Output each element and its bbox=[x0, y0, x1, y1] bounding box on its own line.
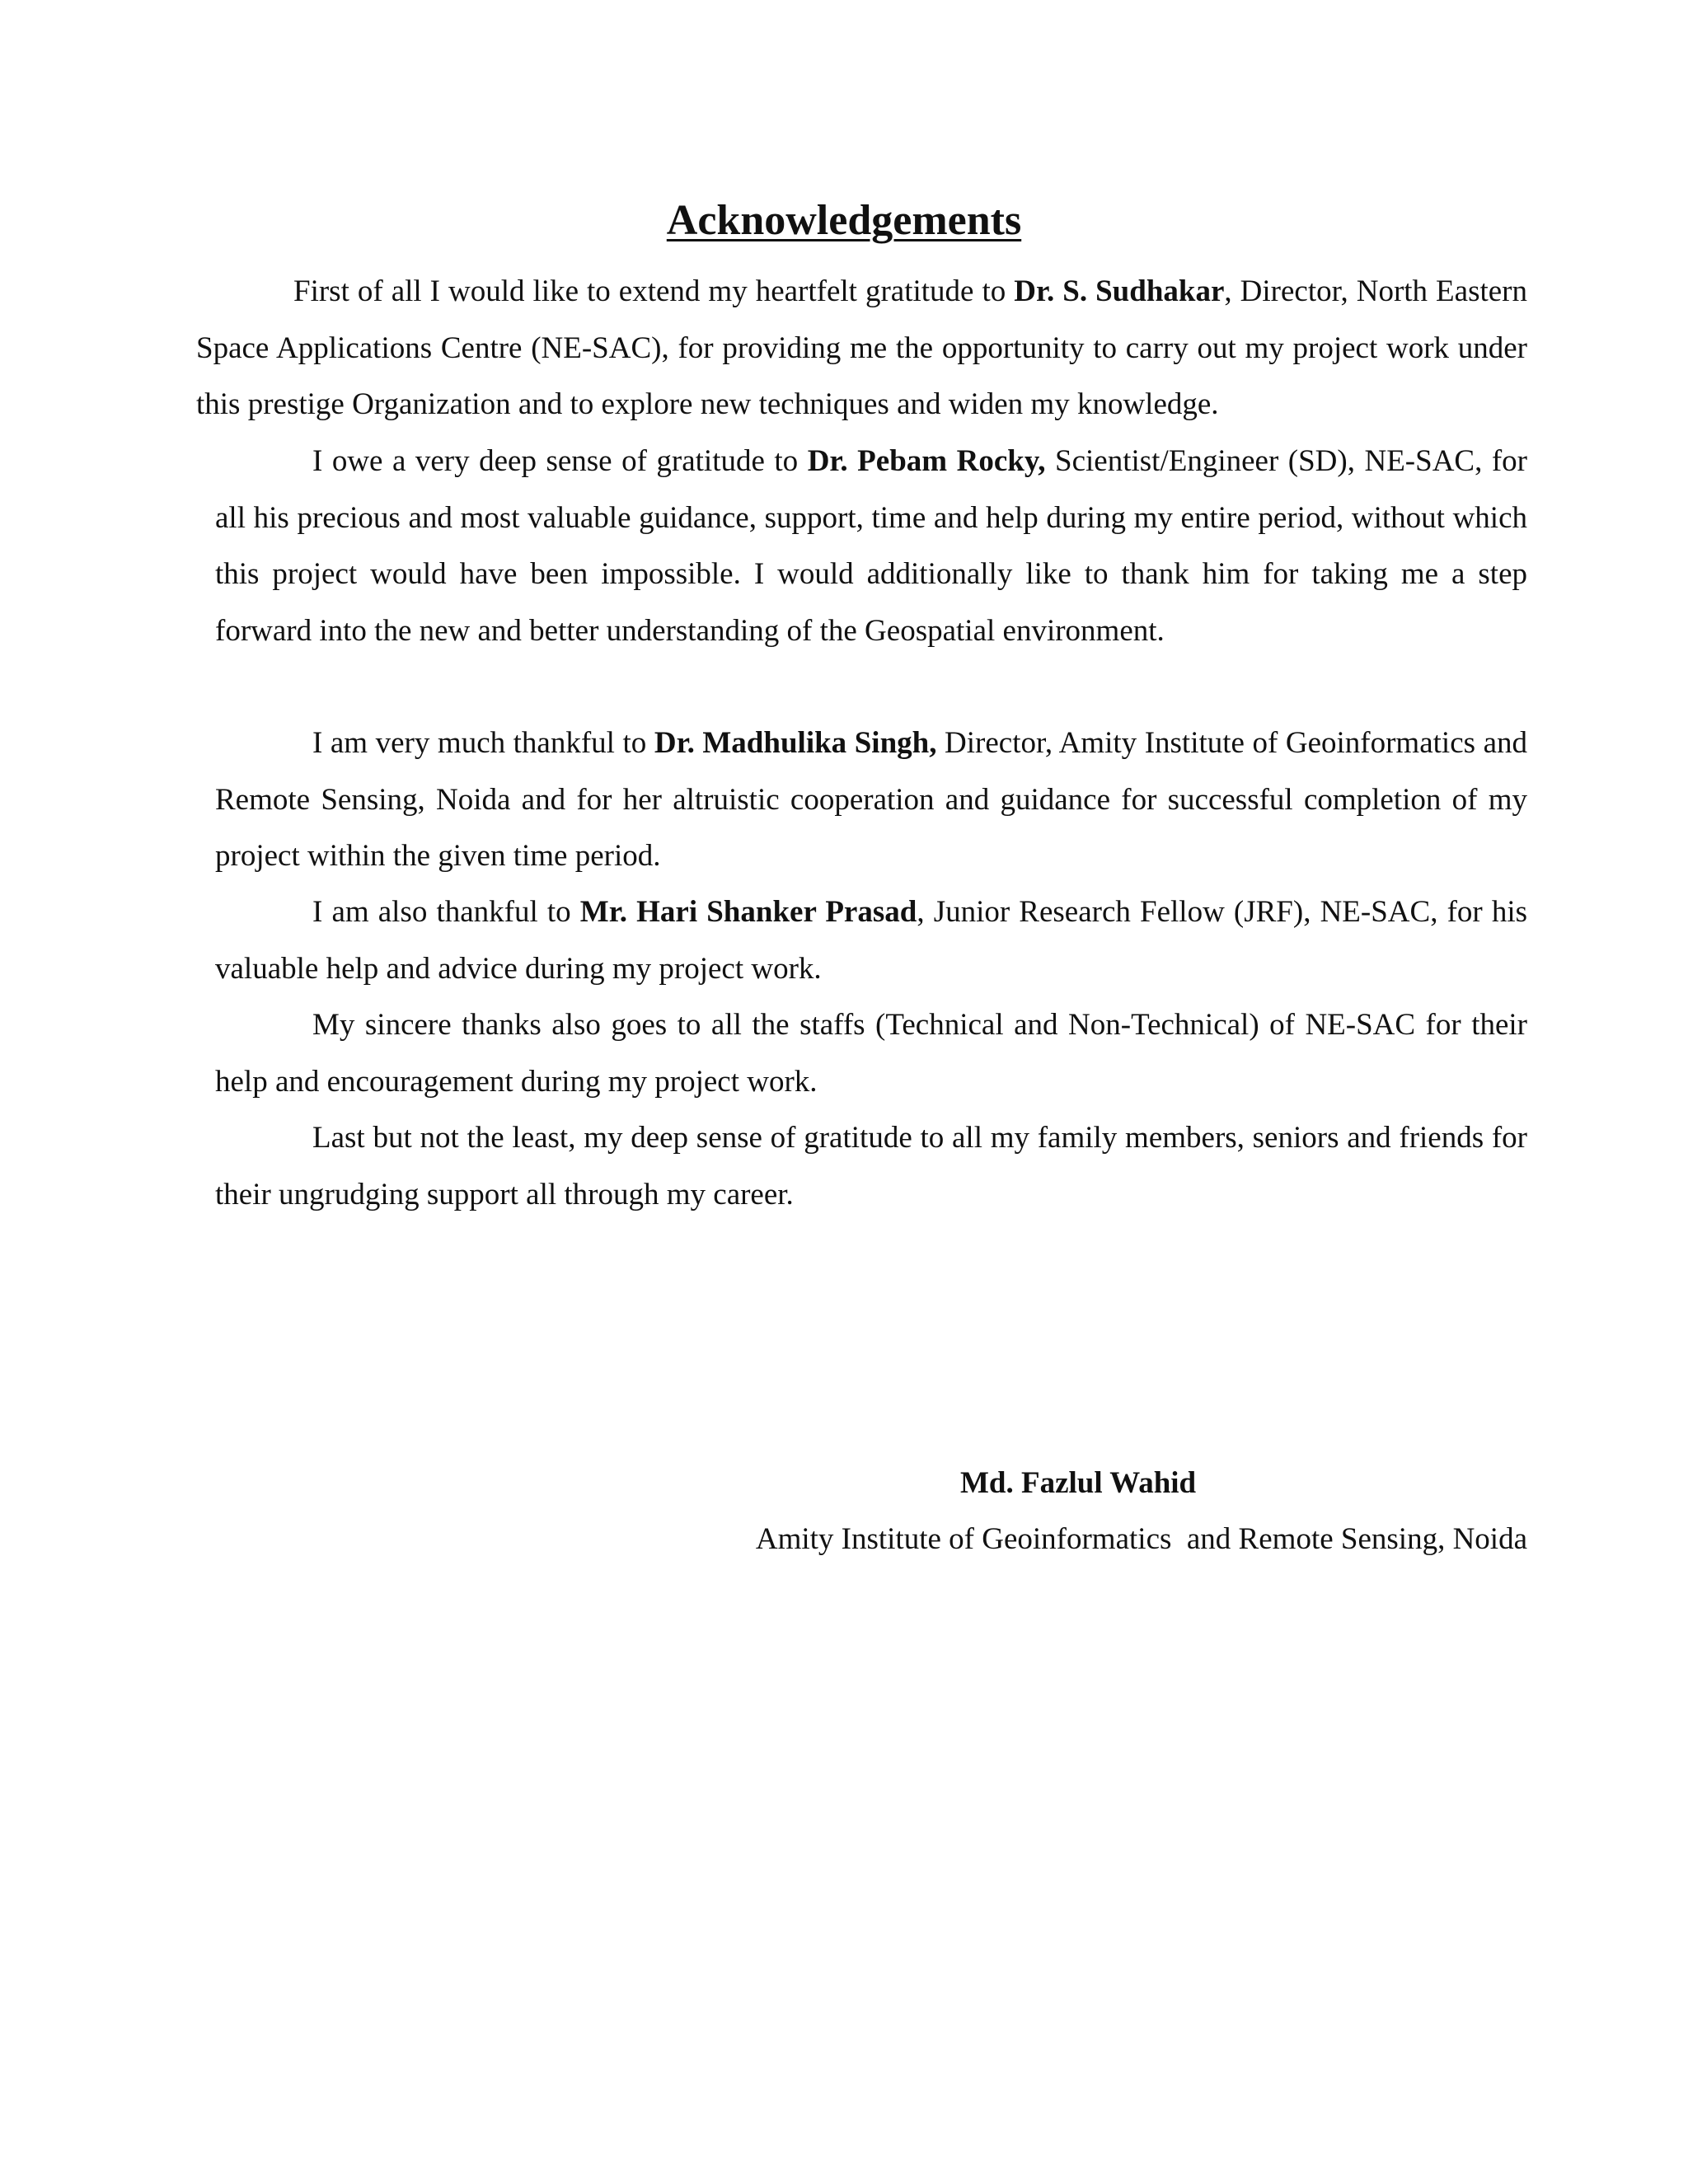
paragraph-text: Last but not the least, my deep sense of gratitude to all my family members, seniors and friends for their ungrudging support all through my career. bbox=[215, 1121, 1527, 1212]
paragraph-text: I owe a very deep sense of gratitude to bbox=[312, 444, 808, 478]
acknowledgement-paragraph-5 bbox=[215, 997, 1527, 1110]
acknowledgement-paragraph-6 bbox=[215, 1110, 1527, 1223]
paragraph-text: Director, Amity Institute of Geoinformatics and Remote Sensing, Noida and for her altruistic cooperation and guidance for successful completion of my project within the given time period. bbox=[215, 726, 1527, 873]
signature-name: Md. Fazlul Wahid bbox=[960, 1466, 1197, 1500]
paragraph-text: I am very much thankful to bbox=[312, 726, 654, 760]
person-name: Dr. Pebam Rocky, bbox=[807, 444, 1046, 478]
paragraph-text: I am also thankful to bbox=[312, 895, 580, 929]
paragraph-text: , Director, North Eastern Space Applications Centre (NE-SAC), for providing me the opportunity to carry out my project work under this prestige Organization and to explore new techniques and widen my knowledge. bbox=[196, 274, 1527, 421]
acknowledgement-paragraph-4 bbox=[215, 884, 1527, 997]
paragraph-text: First of all I would like to extend my heartfelt gratitude to bbox=[293, 274, 1015, 308]
paragraph-text: My sincere thanks also goes to all the staffs (Technical and Non-Technical) of NE-SAC for their help and encouragement during my project work. bbox=[215, 1008, 1527, 1099]
person-name: Dr. S. Sudhakar bbox=[1014, 274, 1225, 308]
acknowledgement-paragraph-2 bbox=[215, 434, 1527, 659]
acknowledgement-paragraph-3 bbox=[215, 715, 1527, 885]
person-name: Dr. Madhulika Singh, bbox=[654, 726, 937, 760]
paragraph-text: Scientist/Engineer (SD), NE-SAC, for all his precious and most valuable guidance, support, time and help during my entire period, without which this project would have been impossible. I would additionally like to thank him for taking me a step forward into the new and better understanding of the Geospatial environment. bbox=[215, 444, 1527, 648]
person-name: Mr. Hari Shanker Prasad bbox=[579, 895, 917, 929]
paragraph-text: , Junior Research Fellow (JRF), NE-SAC, for his valuable help and advice during my project work. bbox=[215, 895, 1528, 986]
signature-organization: Amity Institute of Geoinformatics and Remote Sensing, Noida bbox=[755, 1522, 1527, 1556]
page-title: Acknowledgements bbox=[666, 197, 1022, 244]
acknowledgement-paragraph-1 bbox=[196, 264, 1527, 434]
